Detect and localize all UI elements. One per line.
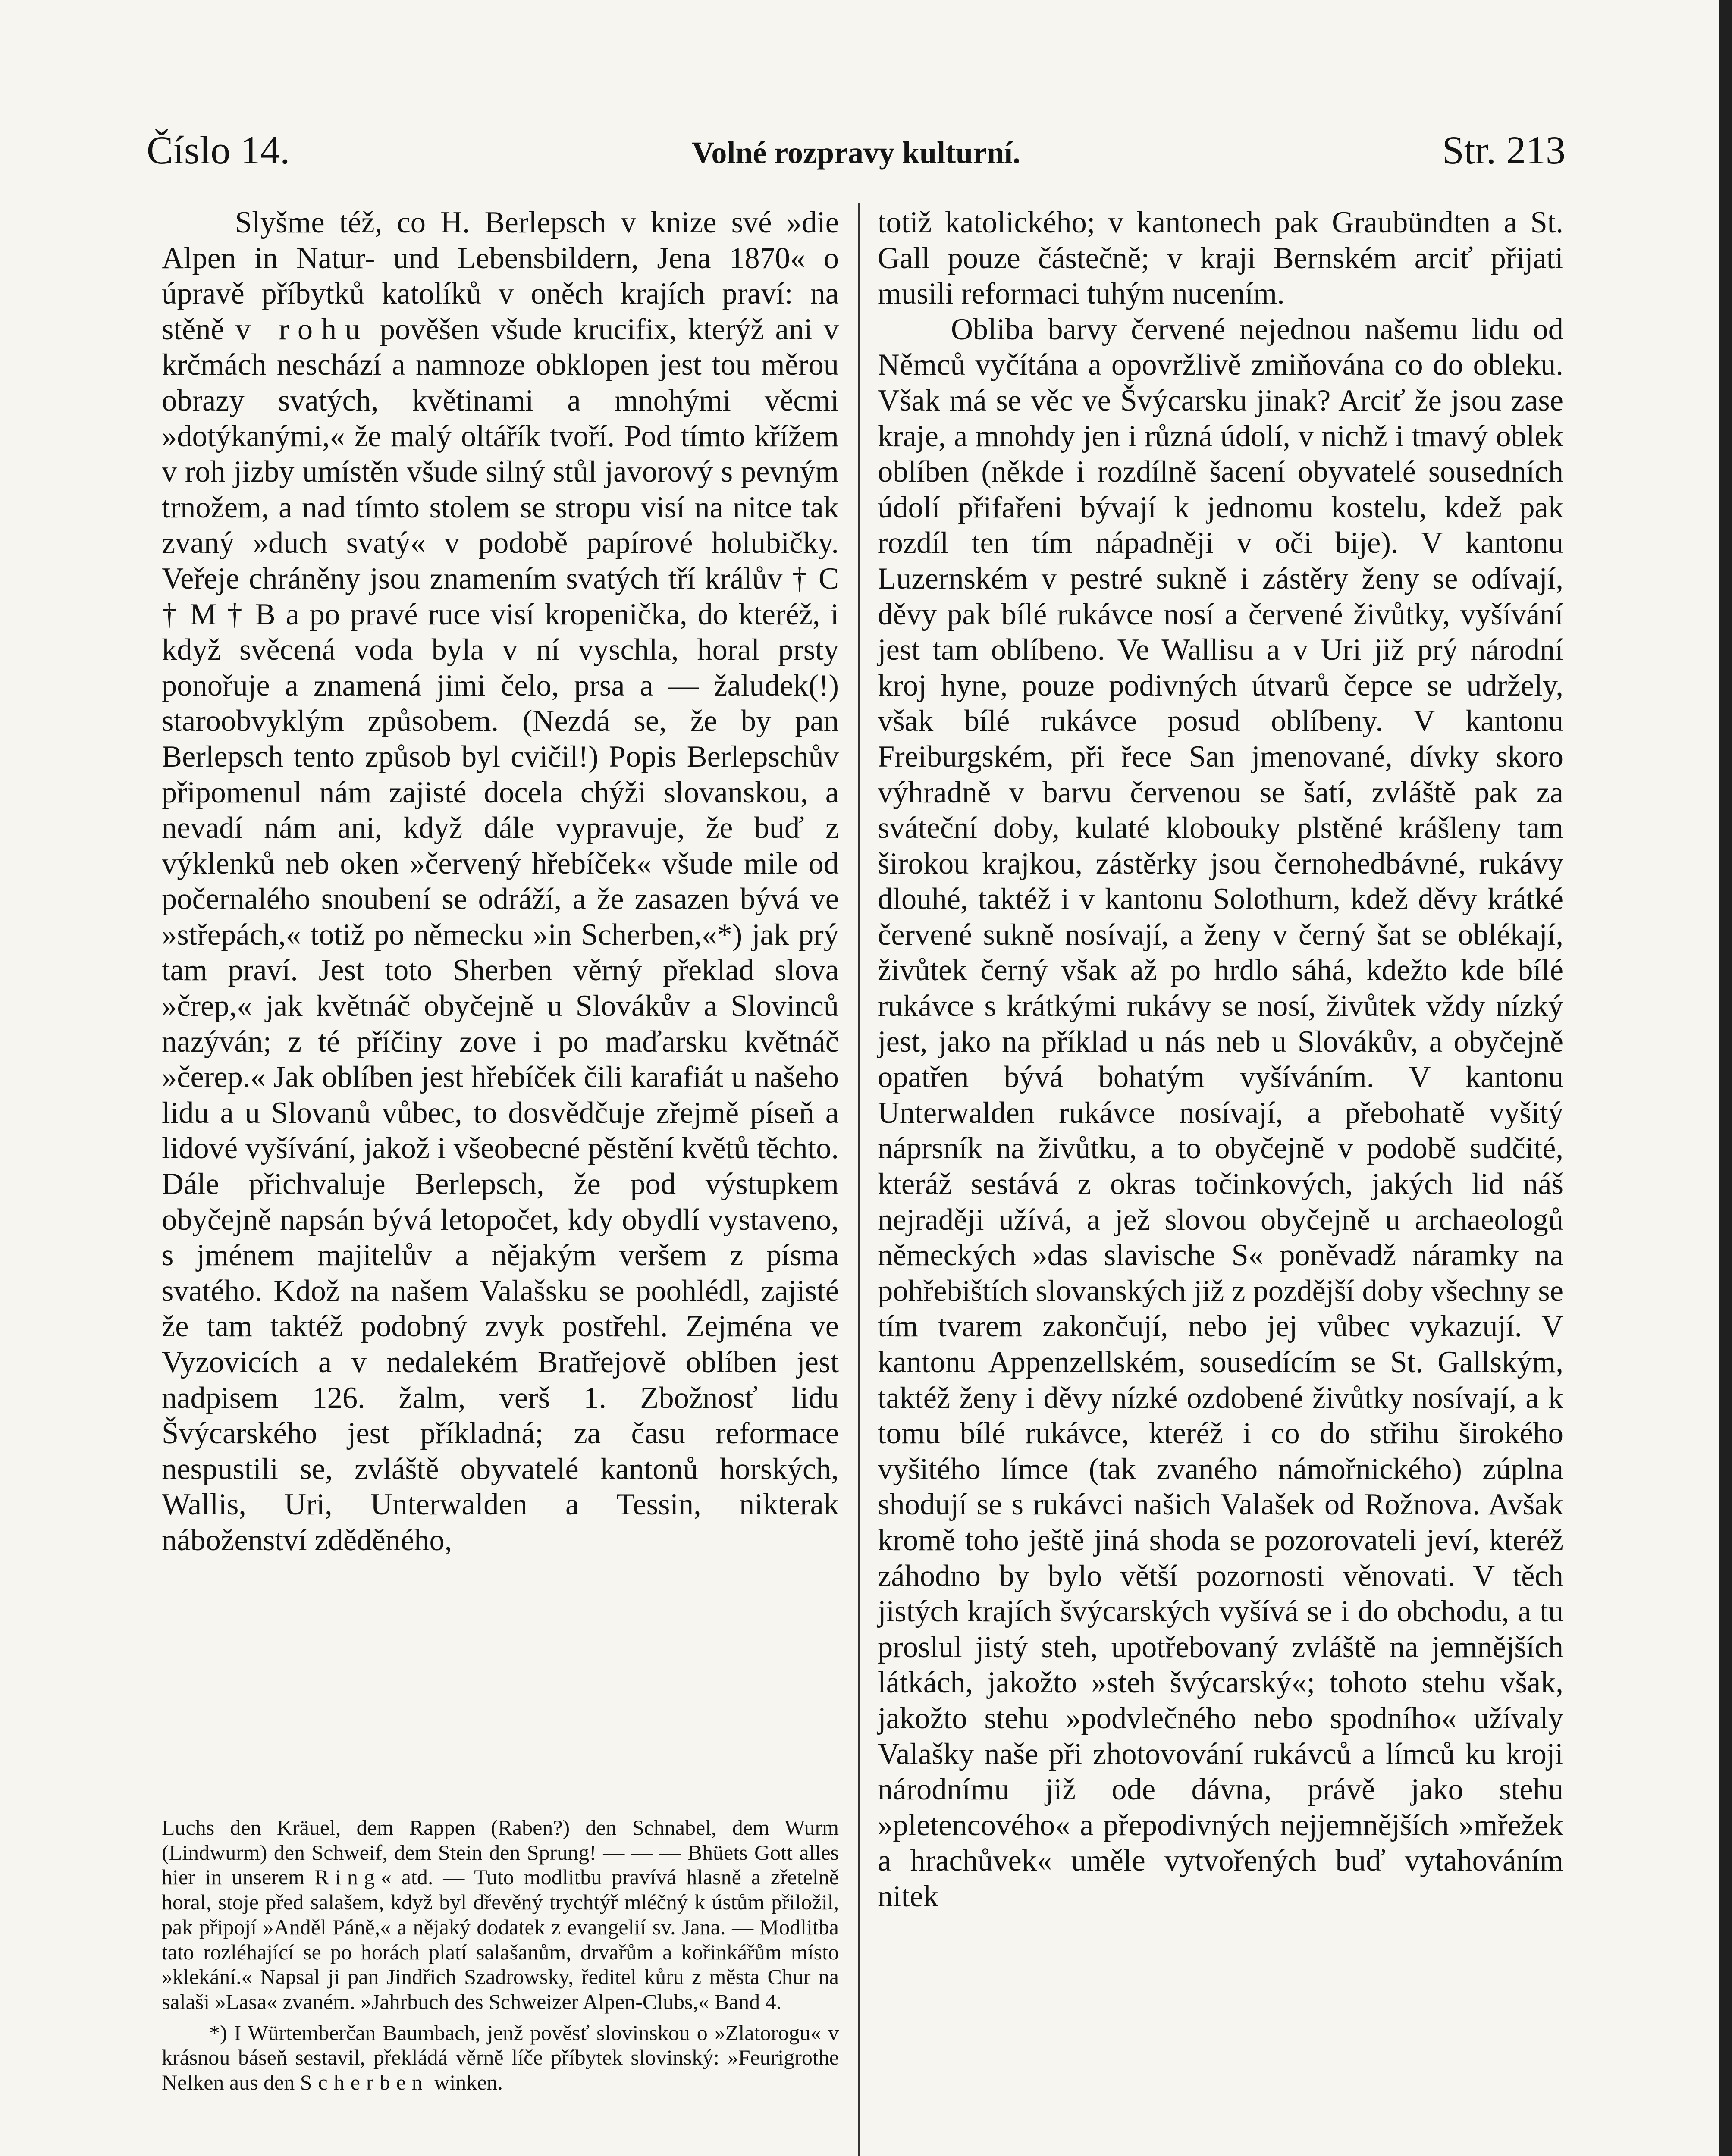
- left-paragraph: [162, 205, 839, 1558]
- left-column: [162, 205, 839, 1558]
- right-column: [878, 205, 1563, 1915]
- footnotes: [162, 1815, 839, 2095]
- spaced-term-scherben: Scherben: [300, 2070, 429, 2095]
- page-header: [147, 127, 1566, 188]
- right-paragraph-2: Obliba barvy červené nejednou našemu lidu od Němců vyčítána a opovržlivě zmiňována co do obleku. Však má se věc ve Švýcarsku jinak? Arciť že jsou zase kraje, a mnohdy jen i různá údolí, v nichž i tmavý oblek oblíben (někde i rozdílně šacení obyvatelé sousedních údolí přifařeni bývají k jednomu kostelu, kdež pak rozdíl ten tím nápadněji v oči bije). V kantonu Luzernském v pestré sukně i zástěry ženy se odívají, děvy pak bílé rukávce nosí a červené živůtky, vyšívání jest tam oblíbeno. Ve Wallisu a v Uri již prý národní kroj hyne, pouze podivných útvarů čepce se udržely, však bílé rukávce posud oblíbeny. V kantonu Freiburgském, při řece San jmenované, dívky skoro výhradně v barvu červenou se šatí, zvláště pak za sváteční doby, kulaté klobouky plstěné krášleny tam širokou krajkou, zástěrky jsou černohedbávné, rukávy dlouhé, taktéž i v kantonu Solothurn, kdež děvy krátké červené sukně nosívají, a ženy v černý šat se oblékají, živůtek černý však až po hrdlo sáhá, kdežto kde bílé rukávce s krátkými rukávy se nosí, živůtek vždy nízký jest, jako na příklad u nás neb u Slovákův, a obyčejně opatřen bývá bohatým vyšíváním. V kantonu Unterwalden rukávce nosívají, a přebohatě vyšitý náprsník na živůtku, a to obyčejně v podobě sudčité, kteráž sestává z okras točinkových, jakých lid náš nejraději užívá, a jež slovou obyčejně u archaeologů německých »das slavische S« poněvadž náramky na pohřebištích slovanských již z pozdější doby všechny se tím tvarem zakončují, nebo jej vůbec vykazují. V kantonu Appenzellském, sousedícím se St. Gallským, taktéž ženy i děvy nízké ozdobené živůtky nosívají, a k tomu bílé rukávce, kteréž i co do střihu širokého vyšitého límce (tak zvaného námořnického) zúplna shodují se s rukávci našich Valašek od Rožnova. Avšak kromě toho ještě jiná shoda se pozorovateli jeví, kteréž záhodno by bylo větší pozornosti věnovati. V těch jistých krajích švýcarských vyšívá se i do obchodu, a tu proslul jistý steh, upotřebovaný zvláště na jemnějších látkách, jakožto »steh švýcarský«; tohoto stehu však, jakožto stehu »podvlečného nebo spodního« užívaly Valašky naše při zhotovování rukávců a límců ku kroji národnímu již ode dávna, právě jako stehu »pletencového« a přepodivných nejjemnějších »mřežek a hrachůvek« uměle vytvořených buď vytahováním nitek: [878, 312, 1563, 1913]
- scan-edge: [1719, 0, 1732, 2156]
- issue-number: Číslo 14.: [147, 128, 290, 172]
- footnote-asterisk: [162, 2021, 839, 2095]
- footnote-cont-text-a: Luchs den Kräuel, dem Rappen (Raben?) den Schnabel, dem Wurm (Lindwurm) den Schweif, dem Stein den Sprung! — — — Bhüets Gott alles hier in unserem: [162, 1815, 839, 1890]
- column-divider: [858, 203, 860, 2156]
- spaced-term-ring: Ring: [314, 1865, 381, 1890]
- page-number: Str. 213: [1442, 128, 1566, 172]
- footnote-cont-text-b: « atd. — Tuto modlitbu pravívá hlasně a zřetelně horal, stoje před salašem, když byl dřevěný trychtýř mléčný k ústům přiložil, pak připojí »Anděl Páně,« a nějaký dodatek z evangelií sv. Jana. — Modlitba tato rozléhající se po horách platí salašanům, drvařům a kořinkářům místo »klekání.« Napsal ji pan Jindřich Szadrowsky, ředitel kůru z města Chur na salaši »Lasa« zvaném. »Jahrbuch des Schweizer Alpen-Clubs,« Band 4.: [162, 1865, 839, 2014]
- spaced-term-v-rohu: v rohu: [235, 312, 369, 346]
- left-text-b: pověšen všude krucifix, kterýž ani v krčmách neschází a namnoze obklopen jest tou měrou obrazy svatých, květinami a mnohými věcmi »dotýkanými,« že malý oltářík tvoří. Pod tímto křížem v roh jizby umístěn všude silný stůl javorový s pevným trnožem, a nad tímto stolem se stropu visí na nitce tak zvaný »duch svatý« v podobě papírové holubičky. Veřeje chráněny jsou znamením svatých tří králův † C † M † B a po pravé ruce visí kropenička, do kteréž, i když svěcená voda byla v ní vyschla, horal prsty ponořuje a znamená jimi čelo, prsa a — žaludek(!) staroobvyklým způsobem. (Nezdá se, že by pan Berlepsch tento způsob byl cvičil!) Popis Berlepschův připomenul nám zajisté docela chýži slovanskou, a nevadí nám ani, když dále vypravuje, že buď z výklenků neb oken »červený hřebíček« všude mile od počernalého snoubení se odráží, a že zasazen bývá ve »střepách,« totiž po německu »in Scherben,«*) jak prý tam praví. Jest toto Sherben věrný překlad slova »črep,« jak květnáč obyčejně u Slovákův a Slovinců nazýván; z té příčiny zove i po maďarsku květnáč »čerep.« Jak oblíben jest hřebíček čili karafiát u našeho lidu a u Slovanů vůbec, to dosvědčuje zřejmě píseň a lidové vyšívání, jakož i všeobecné pěstění květů těchto. Dále přichvaluje Berlepsch, že pod výstupkem obyčejně napsán bývá letopočet, kdy obydlí vystaveno, s jménem majitelův a nějakým veršem z písma svatého. Kdož na našem Valašsku se poohlédl, zajisté že tam taktéž podobný zvyk postřehl. Zejména ve Vyzovicích a v nedalekém Bratřejově oblíben jest nadpisem 126. žalm, verš 1. Zbožnosť lidu Švýcarského jest příkladná; za času reformace nespustili se, zvláště obyvatelé kantonů horských, Wallis, Uri, Unterwalden a Tessin, nikterak náboženství zděděného,: [162, 312, 839, 1557]
- left-text-a: Slyšme též, co H. Berlepsch v knize své »die Alpen in Natur- und Lebensbildern, Jena 1870« o úpravě příbytků katolíků v oněch krajích praví: na stěně: [162, 206, 839, 346]
- journal-title: Volné rozpravy kulturní.: [691, 135, 1021, 170]
- footnote-text-a: *) I Würtemberčan Baumbach, jenž pověsť slovinskou o »Zlatorogu« v krásnou báseň sestavil, překládá věrně líče příbytek slovinský: »Feurigrothe Nelken aus den: [162, 2020, 839, 2095]
- footnote-text-b: winken.: [428, 2070, 503, 2095]
- footnote-continued: [162, 1815, 839, 2015]
- right-paragraph-1: totiž katolického; v kantonech pak Graubündten a St. Gall pouze částečně; v kraji Bernském arciť přijati musili reformaci tuhým nucením.: [878, 206, 1563, 311]
